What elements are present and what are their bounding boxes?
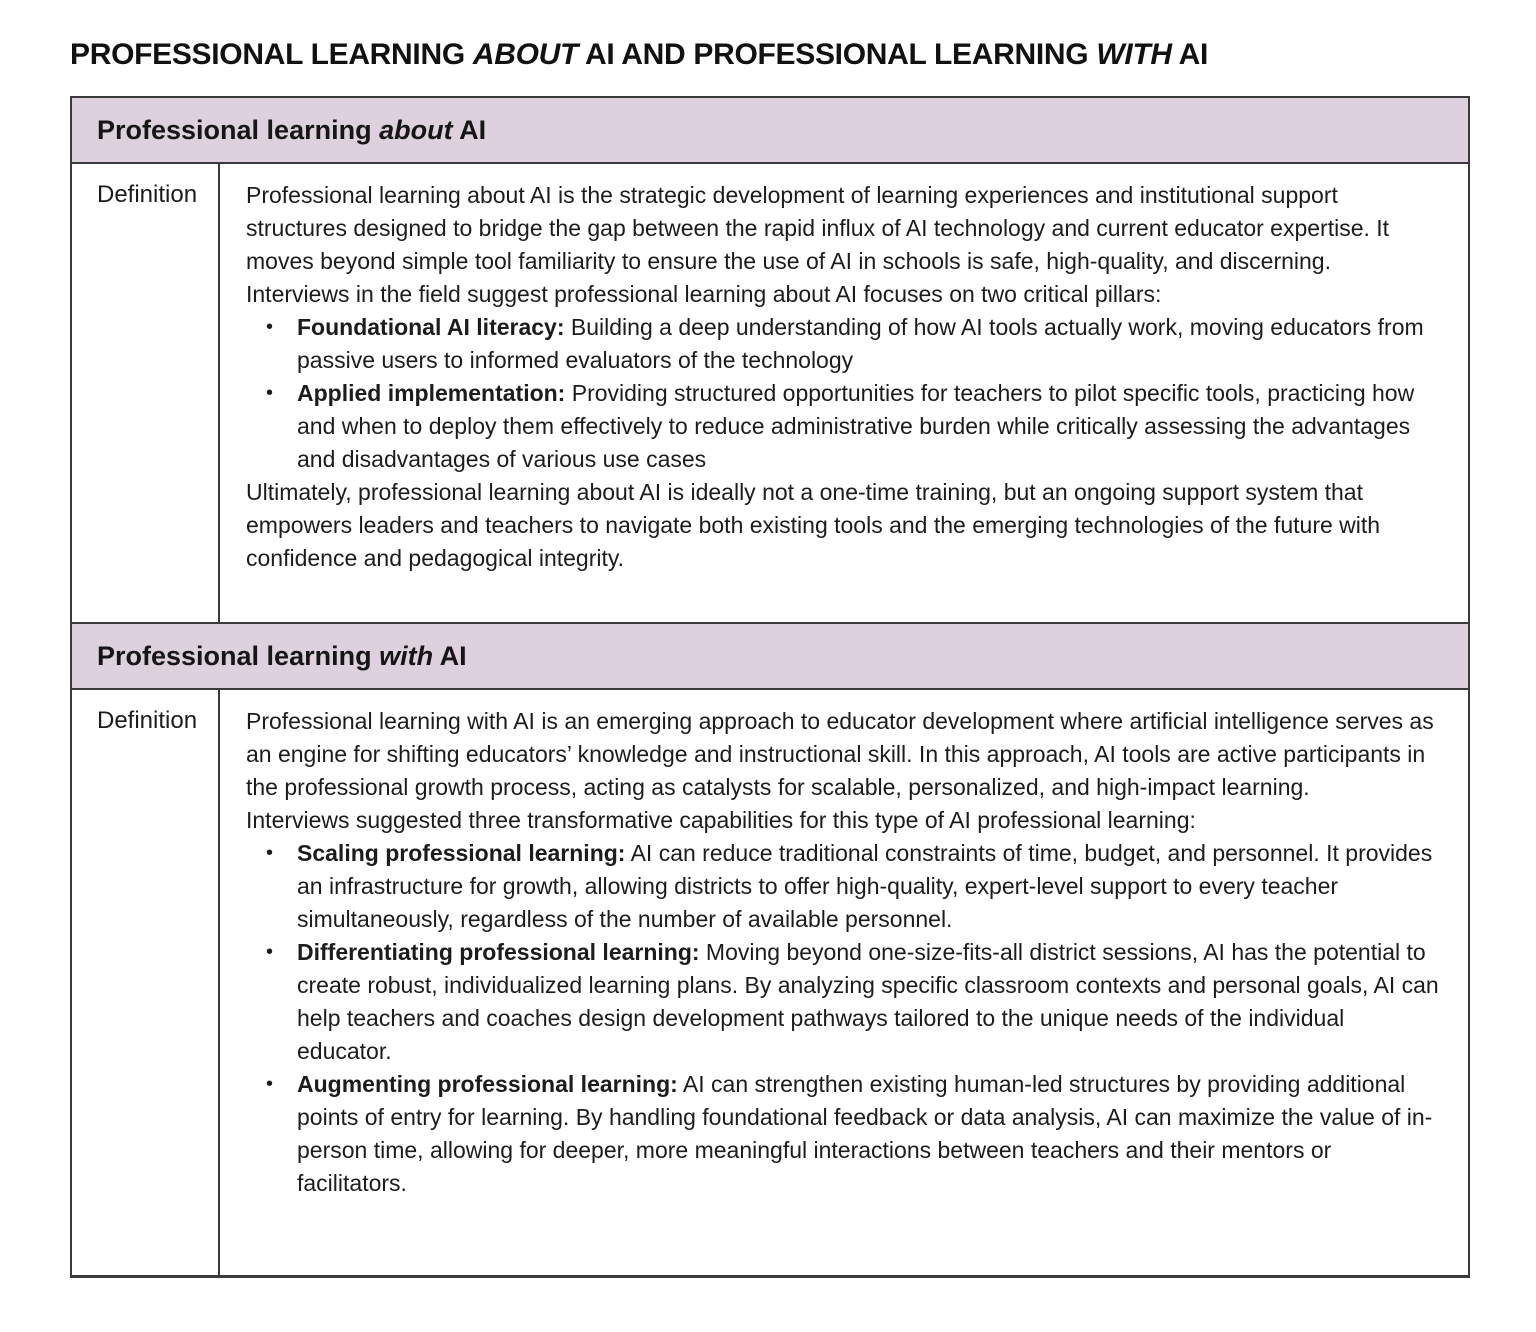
definition-label: Definition bbox=[72, 690, 220, 1275]
section-header-about-ai bbox=[72, 98, 1468, 164]
bullet-item bbox=[246, 936, 1442, 1068]
section-header-italic-word: about bbox=[379, 115, 453, 145]
section-header-text: Professional learning bbox=[97, 115, 380, 145]
bullet-text: Moving beyond one-size-fits-all district sessions, AI has the potential to create robust, individualized learning plans. By analyzing specific classroom contexts and personal goals, AI can help teachers and coaches design development pathways tailored to the unique needs of the individual educator. bbox=[297, 939, 1439, 1064]
definition-row bbox=[72, 690, 1468, 1275]
definition-content bbox=[220, 690, 1468, 1275]
definition-intro: Professional learning about AI is the strategic development of learning experiences and institutional support structures designed to bridge the gap between the rapid influx of AI technology and current educator expertise. It moves beyond simple tool familiarity to ensure the use of AI in schools is safe, high-quality, and discerning. bbox=[246, 182, 1390, 274]
definition-lead-in: Interviews in the field suggest professional learning about AI focuses on two critical pillars: bbox=[246, 281, 1162, 307]
bullet-item bbox=[246, 1068, 1442, 1200]
section-header-text: AI bbox=[433, 641, 467, 671]
bullet-text: Building a deep understanding of how AI tools actually work, moving educators from passive users to informed evaluators of the technology bbox=[297, 314, 1424, 373]
page-title-segment: PROFESSIONAL LEARNING bbox=[70, 38, 473, 71]
bullet-lead: Foundational AI literacy: bbox=[297, 314, 565, 340]
section-header-italic-word: with bbox=[379, 641, 434, 671]
page-title-segment: AI bbox=[1171, 38, 1209, 71]
definition-content bbox=[220, 164, 1468, 622]
section-header-with-ai bbox=[72, 622, 1468, 690]
page-title-segment-italic: WITH bbox=[1096, 38, 1172, 71]
definition-label: Definition bbox=[72, 164, 220, 622]
section-header-text: Professional learning bbox=[97, 641, 380, 671]
bullet-text: Providing structured opportunities for teachers to pilot specific tools, practicing how and when to deploy them effectively to reduce administrative burden while critically assessing the advantages and disadvantages of various use cases bbox=[297, 380, 1415, 472]
definition-intro: Professional learning with AI is an emerging approach to educator development where artificial intelligence serves as an engine for shifting educators’ knowledge and instructional skill. In this approach, AI tools are active participants in the professional growth process, acting as catalysts for scalable, personalized, and high-impact learning. bbox=[246, 708, 1434, 800]
bullet-lead: Differentiating professional learning: bbox=[297, 939, 700, 965]
page-title-segment-italic: ABOUT bbox=[472, 38, 579, 71]
bullet-lead: Applied implementation: bbox=[297, 380, 566, 406]
bullet-item bbox=[246, 311, 1442, 377]
bullet-lead: Scaling professional learning: bbox=[297, 840, 626, 866]
section-about-ai bbox=[72, 98, 1468, 622]
capabilities-list bbox=[246, 837, 1442, 1200]
section-header-text: AI bbox=[452, 115, 487, 145]
bullet-lead: Augmenting professional learning: bbox=[297, 1071, 678, 1097]
definitions-table bbox=[70, 96, 1470, 1278]
definition-outro: Ultimately, professional learning about AI is ideally not a one-time training, but an ongoing support system that empowers leaders and teachers to navigate both existing tools and the emerging technologies of the future with confidence and pedagogical integrity. bbox=[246, 479, 1381, 571]
page-title-segment: AI AND PROFESSIONAL LEARNING bbox=[578, 38, 1097, 71]
bullet-text: AI can strengthen existing human-led structures by providing additional points of entry for learning. By handling foundational feedback or data analysis, AI can maximize the value of in-person time, allowing for deeper, more meaningful interactions between teachers and their mentors or facilitators. bbox=[297, 1071, 1433, 1196]
bullet-item bbox=[246, 377, 1442, 476]
bullet-item bbox=[246, 837, 1442, 936]
pillars-list bbox=[246, 311, 1442, 476]
definition-row bbox=[72, 164, 1468, 622]
bullet-text: AI can reduce traditional constraints of time, budget, and personnel. It provides an infrastructure for growth, allowing districts to offer high-quality, expert-level support to every teacher simultaneously, regardless of the number of available personnel. bbox=[297, 840, 1433, 932]
definition-lead-in: Interviews suggested three transformative capabilities for this type of AI professional learning: bbox=[246, 807, 1196, 833]
section-with-ai bbox=[72, 622, 1468, 1275]
page-title bbox=[70, 38, 1470, 72]
